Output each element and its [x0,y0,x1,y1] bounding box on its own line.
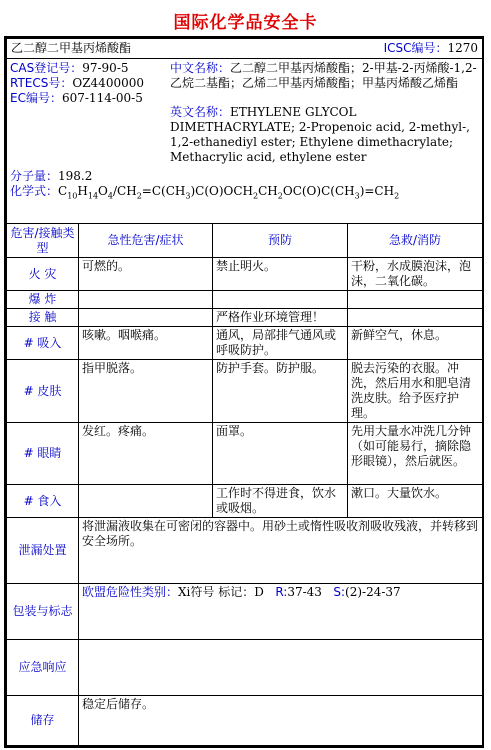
row-type-eyes: # 眼睛 [7,423,79,485]
row-first-aid-skin: 脱去污染的衣服。冲洗，然后用水和肥皂清洗皮肤。给予医疗护理。 [348,360,483,423]
hazard-header-row [7,224,483,258]
cn-names-label: 中文名称： [170,61,231,75]
formula-label: 化学式： [10,184,59,198]
spill-label: 泄漏处置 [7,518,79,584]
table-row [7,360,483,423]
table-row [7,327,483,360]
en-names [170,105,479,165]
row-hazard-explosion [79,291,213,309]
row-prevention-ingestion: 工作时不得进食，饮水或吸烟。 [213,485,348,518]
card-table [6,38,483,746]
cn-names-value: 乙二醇二甲基丙烯酸酯；2-甲基-2-丙烯酸-1,2-乙烷二基酯；乙烯二甲基丙烯酸酯；甲基丙烯酸乙烯酯 [170,61,477,90]
rtecs-label: RTECS号： [10,76,73,90]
row-prevention-fire: 禁止明火。 [213,258,348,291]
packaging-s-value: (2)-24-37 [345,585,401,599]
row-type-skin: # 皮肤 [7,360,79,423]
formula-value: $C_{10}H_{14}O_4/CH_2=C(CH_3)C(O)OCH_2CH_2OC(O)C(CH_3)=CH_2$ [58,184,400,201]
packaging-s-label: S: [333,585,346,599]
identity-block [7,59,483,224]
cas-value: 97-90-5 [82,61,129,75]
spill-value: 将泄漏液收集在可密闭的容器中。用砂土或惰性吸收剂吸收残液，并转移到安全场所。 [79,518,483,584]
mw-value: 198.2 [58,169,93,183]
row-prevention-inhalation: 通风，局部排气通风或呼吸防护。 [213,327,348,360]
row-first-aid-explosion [348,291,483,309]
table-row [7,485,483,518]
icsc-number [384,41,478,56]
emergency-label: 应急响应 [7,640,79,696]
packaging-r-label: R: [275,585,288,599]
row-prevention-skin: 防护手套。防护服。 [213,360,348,423]
row-hazard-eyes: 发红。疼痛。 [79,423,213,485]
row-prevention-exposure: 严格作业环境管理！ [213,309,348,327]
mw-label: 分子量： [10,169,59,183]
row-first-aid-inhalation: 新鲜空气，休息。 [348,327,483,360]
table-row [7,258,483,291]
en-names-value: ETHYLENE GLYCOL DIMETHACRYLATE; 2-Propenoic acid, 2-methyl-, 1,2-ethanediyl ester; Ethylene dimethacrylate; Methacrylic acid, ethylene ester [170,105,470,164]
cas-label: CAS登记号： [10,61,83,75]
row-hazard-skin: 指甲脱落。 [79,360,213,423]
row-first-aid-exposure [348,309,483,327]
table-row [7,291,483,309]
safety-card [4,36,484,748]
row-type-explosion: 爆 炸 [7,291,79,309]
table-row [7,309,483,327]
cn-names [170,61,479,91]
packaging-row [7,584,483,640]
storage-row [7,696,483,746]
header-type: 危害/接触类型 [7,224,79,258]
icsc-value: 1270 [447,41,479,55]
row-first-aid-ingestion: 漱口。大量饮水。 [348,485,483,518]
en-names-label: 英文名称： [170,105,231,119]
storage-value: 稳定后储存。 [79,696,483,746]
row-hazard-exposure [79,309,213,327]
emergency-value [79,640,483,696]
chemical-formula [10,184,479,199]
packaging-value [79,584,483,640]
row-prevention-explosion [213,291,348,309]
header-first-aid: 急救/消防 [348,224,483,258]
molecular-weight [10,169,479,184]
row-type-exposure: 接 触 [7,309,79,327]
row-first-aid-fire: 干粉，水成膜泡沫，泡沫，二氧化碳。 [348,258,483,291]
rtecs-value: OZ4400000 [72,76,144,90]
card-title: 国际化学品安全卡 [173,13,318,33]
table-row [7,423,483,485]
packaging-mark: 标记：D [218,585,264,599]
packaging-symbol: Xi符号 [178,585,215,599]
spill-row [7,518,483,584]
packaging-label: 包装与标志 [7,584,79,640]
ec-label: EC编号： [10,91,62,105]
row-type-inhalation: # 吸入 [7,327,79,360]
name-row [7,39,483,59]
packaging-class-label: 欧盟危险性类别： [82,585,179,599]
row-first-aid-eyes: 先用大量水冲洗几分钟（如可能易行，摘除隐形眼镜），然后就医。 [348,423,483,485]
row-type-ingestion: # 食入 [7,485,79,518]
row-hazard-ingestion [79,485,213,518]
row-hazard-fire: 可燃的。 [79,258,213,291]
emergency-row [7,640,483,696]
icsc-label: ICSC编号： [383,41,448,55]
storage-label: 储存 [7,696,79,746]
row-prevention-eyes: 面罩。 [213,423,348,485]
header-prevention: 预防 [213,224,348,258]
header-hazard: 急性危害/症状 [79,224,213,258]
chemical-name-cn: 乙二醇二甲基丙烯酸酯 [11,41,132,55]
ec-value: 607-114-00-5 [61,91,143,105]
packaging-r-value: 37-43 [287,585,322,599]
row-type-fire: 火 灾 [7,258,79,291]
row-hazard-inhalation: 咳嗽。咽喉痛。 [79,327,213,360]
